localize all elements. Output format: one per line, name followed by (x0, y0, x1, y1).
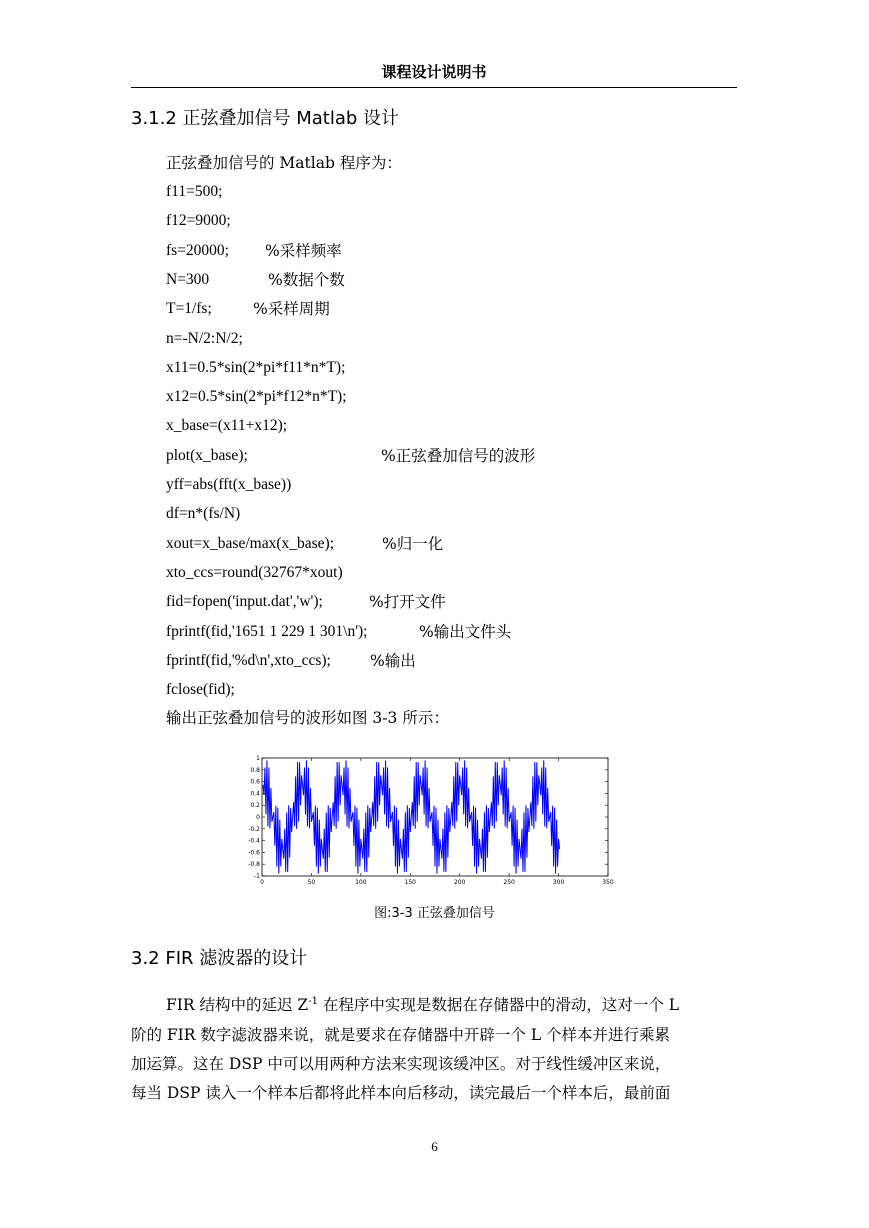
code-comment: %数据个数 (268, 271, 345, 289)
x-tick-label: 200 (453, 879, 466, 886)
code-line: N=300 (166, 271, 210, 288)
page-header: 课程设计说明书 (381, 63, 487, 81)
code-comment: %正弦叠加信号的波形 (381, 447, 536, 465)
code-comment: %采样周期 (253, 300, 330, 318)
x-tick-label: 50 (307, 879, 316, 886)
y-tick-label: -0.6 (248, 849, 260, 857)
code-line: f12=9000; (166, 212, 231, 229)
y-tick-label: 0.6 (250, 778, 260, 786)
waveform-chart (240, 750, 620, 890)
paragraph-line-1 (166, 995, 772, 1015)
code-line: df=n*(fs/N) (166, 505, 241, 522)
code-line: x_base=(x11+x12); (166, 417, 288, 434)
y-tick-label: 0.2 (250, 802, 260, 810)
code-line: xout=x_base/max(x_base); (166, 535, 335, 552)
paragraph-line-4: 每当 DSP 读入一个样本后都将此样本向后移动，读完最后一个样本后，最前面 (131, 1084, 671, 1102)
section-heading-3-1-2: 3.1.2 正弦叠加信号 Matlab 设计 (131, 108, 400, 129)
code-line: fprintf(fid,'1651 1 229 1 301\n'); (166, 623, 368, 640)
y-tick-label: 0.8 (250, 766, 260, 774)
series-line-x-base (263, 760, 560, 873)
page-number: 6 (431, 1139, 438, 1154)
code-line: fid=fopen('input.dat','w'); (166, 593, 323, 610)
code-line: n=-N/2:N/2; (166, 330, 243, 347)
code-comment: %打开文件 (369, 593, 446, 611)
y-tick-label: 0.4 (250, 790, 260, 798)
x-tick-label: 100 (355, 879, 367, 886)
code-line: f11=500; (166, 183, 223, 200)
code-comment: %采样频率 (265, 242, 342, 260)
paragraph-line-2: 阶的 FIR 数字滤波器来说，就是要求在存储器中开辟一个 L 个样本并进行乘累 (131, 1026, 671, 1044)
code-line: fprintf(fid,'%d\n',xto_ccs); (166, 652, 331, 669)
x-tick-label: 300 (552, 879, 565, 886)
paragraph-line-1-text-b: 在程序中实现是数据在存储器中的滑动，这对一个 L (317, 996, 680, 1014)
code-intro: 正弦叠加信号的 Matlab 程序为： (166, 154, 402, 172)
y-tick-label: 1 (256, 755, 260, 762)
code-comment: %输出文件头 (419, 623, 512, 641)
section-heading-3-2: 3.2 FIR 滤波器的设计 (131, 948, 308, 969)
code-line: xto_ccs=round(32767*xout) (166, 564, 343, 581)
figure-intro: 输出正弦叠加信号的波形如图 3-3 所示： (166, 709, 449, 727)
code-line: plot(x_base); (166, 447, 248, 464)
code-line: x12=0.5*sin(2*pi*f12*n*T); (166, 388, 347, 405)
y-tick-label: -0.4 (248, 837, 260, 845)
code-line: fclose(fid); (166, 681, 235, 698)
x-tick-label: 150 (404, 879, 417, 886)
code-line: x11=0.5*sin(2*pi*f11*n*T); (166, 359, 346, 376)
paragraph-line-3: 加运算。这在 DSP 中可以用两种方法来实现该缓冲区。对于线性缓冲区来说， (131, 1055, 671, 1073)
code-line: yff=abs(fft(x_base)) (166, 476, 292, 493)
figure-caption: 图:3-3 正弦叠加信号 (374, 906, 495, 921)
code-comment: %输出 (370, 652, 416, 670)
code-comment: %归一化 (382, 535, 444, 553)
y-tick-label: 0 (256, 814, 260, 821)
code-line: fs=20000; (166, 242, 229, 259)
header-rule (131, 87, 737, 88)
code-line: T=1/fs; (166, 300, 212, 317)
chart-ticks (248, 755, 614, 886)
x-tick-label: 350 (602, 879, 614, 886)
chart-series (263, 760, 560, 873)
y-tick-label: -0.8 (248, 861, 260, 869)
superscript-minus-one: -1 (308, 995, 318, 1007)
x-tick-label: 0 (260, 879, 264, 886)
x-tick-label: 250 (503, 879, 515, 886)
paragraph-line-1-text-a: FIR 结构中的延迟 Z (166, 996, 309, 1014)
y-tick-label: -0.2 (248, 825, 260, 833)
y-tick-label: -1 (254, 873, 260, 880)
